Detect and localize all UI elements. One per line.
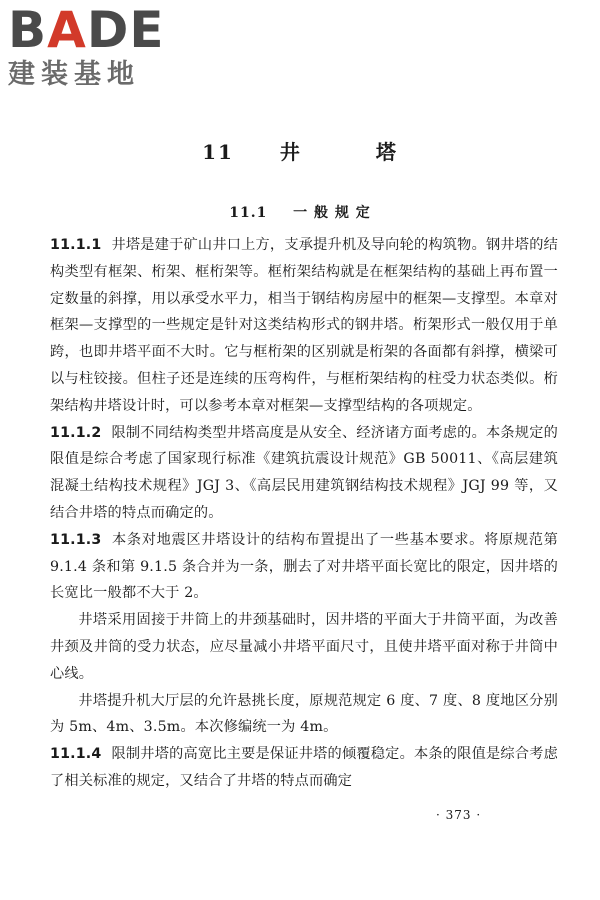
- clause-paragraph: [50, 527, 558, 607]
- clause-paragraph: [50, 420, 558, 527]
- logo-letters-suffix: DE: [86, 1, 165, 59]
- paragraph-text: 井塔采用固接于井筒上的井颈基础时，因井塔的平面大于井筒平面，为改善井颈及井筒的受力状态，应尽量减小井塔平面尺寸，且使井塔平面对称于井筒中心线。: [50, 612, 558, 682]
- section-heading: 一 般 规 定: [293, 205, 371, 221]
- clause-paragraph: [50, 741, 558, 795]
- body-text: [50, 232, 558, 795]
- clause-number: 11.1.3: [50, 531, 102, 548]
- clause-number: 11.1.2: [50, 424, 102, 441]
- clause-number: 11.1.4: [50, 746, 102, 763]
- logo-letter-accent: A: [47, 1, 87, 59]
- clause-text: 井塔是建于矿山井口上方，支承提升机及导向轮的构筑物。钢井塔的结构类型有框架、桁架、框桁架等。框桁架结构就是在框架结构的基础上再布置一定数量的斜撑，用以承受水平力，相当于钢结构房屋中的框架—支撑型。本章对框架—支撑型的一些规定是针对这类结构形式的钢井塔。桁架形式一般仅用于单跨，也即井塔平面不大时。它与框桁架的区别就是桁架的各面都有斜撑，横梁可以与柱铰接。但柱子还是连续的压弯构件，与框桁架结构的柱受力状态类似。桁架结构井塔设计时，可以参考本章对框架—支撑型结构的各项规定。: [50, 237, 558, 414]
- chapter-title-part2: 塔: [375, 140, 398, 164]
- logo-subtitle: 建装基地: [8, 59, 140, 90]
- chapter-number: 11: [202, 140, 234, 164]
- bade-logo: [8, 1, 178, 94]
- clause-text: 限制井塔的高宽比主要是保证井塔的倾覆稳定。本条的限值是综合考虑了相关标准的规定，又结合了井塔的特点而确定: [50, 746, 558, 789]
- section-title: [0, 202, 600, 222]
- clause-text: 本条对地震区井塔设计的结构布置提出了一些基本要求。将原规范第 9.1.4 条和第 9.1.5 条合并为一条，删去了对井塔平面长宽比的限定，因井塔的长宽比一般都不大于 2。: [50, 531, 558, 602]
- logo-letters-prefix: B: [8, 1, 48, 59]
- page-number: · 373 ·: [436, 808, 482, 822]
- section-number: 11.1: [229, 205, 268, 221]
- chapter-title: [0, 136, 600, 165]
- chapter-title-part1: 井: [279, 140, 302, 164]
- body-paragraph: [50, 688, 558, 742]
- clause-paragraph: [50, 232, 558, 420]
- clause-text: 限制不同结构类型井塔高度是从安全、经济诸方面考虑的。本条规定的限值是综合考虑了国家现行标准《建筑抗震设计规范》GB 50011、《高层建筑混凝土结构技术规程》JGJ 3、《高层民用建筑钢结构技术规程》JGJ 99 等，又结合井塔的特点而确定的。: [50, 424, 558, 521]
- logo-wordmark: [8, 1, 165, 59]
- clause-number: 11.1.1: [50, 237, 102, 253]
- body-paragraph: [50, 607, 558, 687]
- paragraph-text: 井塔提升机大厅层的允许悬挑长度，原规范规定 6 度、7 度、8 度地区分别为 5m、4m、3.5m。本次修编统一为 4m。: [50, 692, 558, 736]
